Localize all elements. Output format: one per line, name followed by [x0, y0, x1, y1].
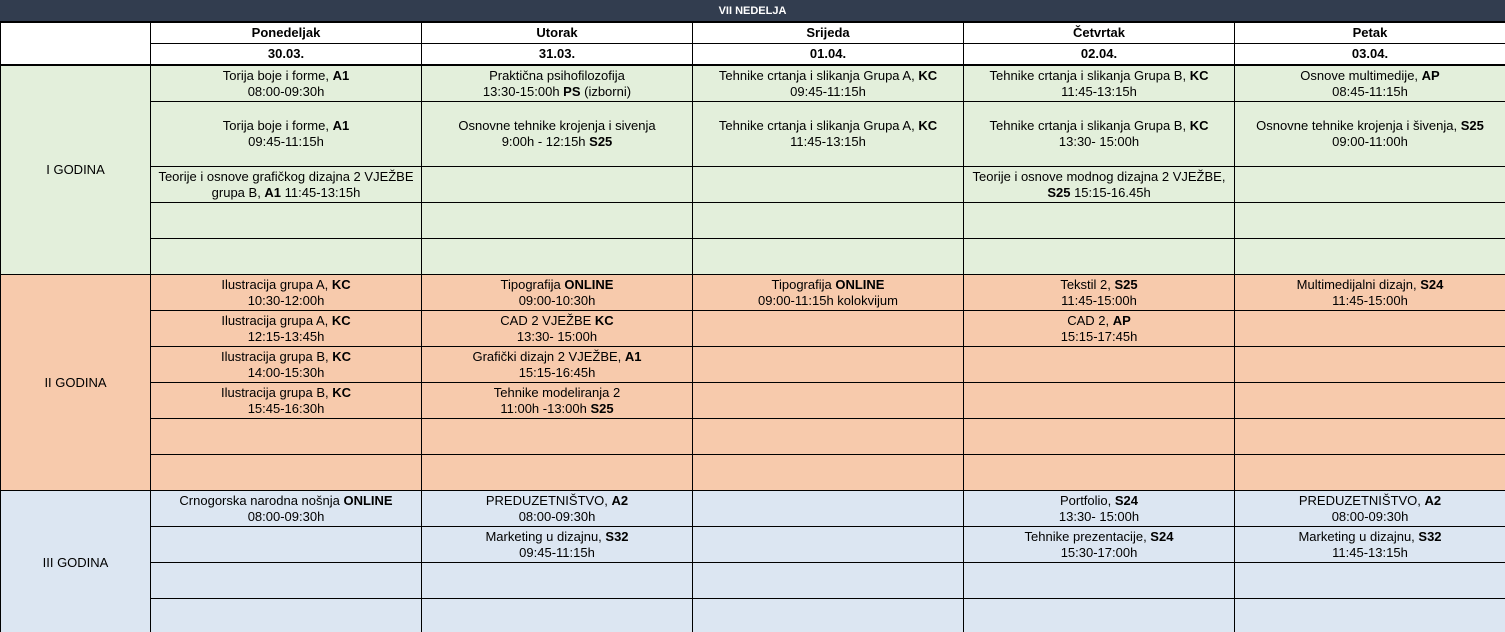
- class-line-1: [153, 68, 419, 84]
- class-cell: [964, 167, 1235, 203]
- course-name: Tehnike prezentacije,: [1024, 528, 1151, 544]
- class-line-1: [424, 385, 690, 401]
- room-code: KC: [1189, 118, 1209, 133]
- class-time: 15:45-16:30h: [247, 400, 325, 416]
- class-time: 11:45-13:15h: [1061, 83, 1137, 99]
- day-name: Petak: [1235, 23, 1505, 44]
- class-cell: [422, 419, 693, 455]
- schedule-row: [1, 383, 1505, 419]
- room-code: KC: [918, 67, 938, 83]
- schedule-row: [1, 167, 1505, 203]
- class-line-1: [424, 529, 690, 545]
- class-time: 13:30- 15:00h: [516, 328, 598, 344]
- class-line-1: [153, 493, 419, 509]
- course-name: CAD 2,: [1067, 312, 1113, 328]
- class-cell: [693, 203, 964, 239]
- class-cell: [1235, 527, 1505, 563]
- room-code: PS: [563, 83, 581, 99]
- class-cell: [151, 455, 422, 491]
- class-cell: [964, 275, 1235, 311]
- class-cell: [422, 527, 693, 563]
- room-code: KC: [918, 118, 938, 133]
- class-cell: [151, 102, 422, 167]
- class-line-2: [153, 185, 419, 201]
- class-cell: [151, 275, 422, 311]
- class-cell: [693, 527, 964, 563]
- class-line-1: [424, 349, 690, 365]
- class-time: 13:30- 15:00h: [1058, 508, 1140, 524]
- class-cell: [1235, 347, 1505, 383]
- schedule-row: [1, 239, 1505, 275]
- course-name: Crnogorska narodna nošnja: [179, 492, 344, 508]
- class-cell: [1235, 563, 1505, 599]
- class-time: 11:00h -13:00h: [500, 400, 591, 416]
- day-name-row: [1, 23, 1505, 44]
- class-line-1: [966, 277, 1232, 293]
- class-cell: [693, 419, 964, 455]
- course-name: Osnovne tehnike krojenja i šivenja,: [1256, 118, 1461, 133]
- day-date: 02.04.: [964, 44, 1235, 65]
- room-code: KC: [332, 348, 352, 364]
- class-cell: [693, 599, 964, 632]
- class-cell: [422, 167, 693, 203]
- room-code: S24: [1114, 492, 1139, 508]
- class-line-1: [153, 118, 419, 134]
- day-date: 30.03.: [151, 44, 422, 65]
- class-line-1: [153, 313, 419, 329]
- room-code: A2: [1424, 492, 1442, 508]
- class-line-2: [153, 509, 419, 525]
- class-line-1: [1237, 529, 1503, 545]
- room-code: A1: [332, 118, 350, 133]
- course-name: Multimedijalni dizajn,: [1296, 276, 1421, 292]
- course-name: Praktična psihofilozofija: [489, 67, 625, 83]
- class-cell: [1235, 239, 1505, 275]
- class-line-1: [695, 118, 961, 134]
- class-line-2: [966, 329, 1232, 345]
- class-time: 12:15-13:45h: [247, 328, 325, 344]
- class-line-1: [153, 169, 419, 185]
- class-time: 11:45-15:00h: [1061, 292, 1137, 308]
- class-time: (izborni): [580, 83, 632, 99]
- class-line-1: [1237, 493, 1503, 509]
- class-line-2: [966, 134, 1232, 150]
- class-cell: [693, 383, 964, 419]
- class-time: grupa B,: [211, 184, 265, 200]
- course-name: PREDUZETNIŠTVO,: [1298, 492, 1425, 508]
- schedule-row: [1, 66, 1505, 102]
- class-time: 15:30-17:00h: [1060, 544, 1138, 560]
- class-cell: [422, 383, 693, 419]
- class-cell: [964, 347, 1235, 383]
- class-time: 09:00-10:30h: [518, 292, 596, 308]
- class-line-2: [1237, 293, 1503, 309]
- class-cell: [422, 491, 693, 527]
- schedule-row: [1, 599, 1505, 632]
- class-cell: [422, 563, 693, 599]
- week-title: VII NEDELJA: [0, 0, 1505, 22]
- class-line-1: [966, 313, 1232, 329]
- course-name: Ilustracija grupa A,: [221, 312, 332, 328]
- class-cell: [693, 563, 964, 599]
- class-line-1: [695, 277, 961, 293]
- schedule-row: [1, 347, 1505, 383]
- class-cell: [964, 563, 1235, 599]
- class-time: 09:45-11:15h: [248, 134, 324, 149]
- class-time: 09:00-11:15h kolokvijum: [758, 292, 898, 308]
- class-line-2: [424, 545, 690, 561]
- room-code: S32: [1418, 528, 1442, 544]
- room-code: ONLINE: [835, 276, 885, 292]
- class-line-2: [153, 134, 419, 150]
- class-cell: [151, 203, 422, 239]
- schedule-row: [1, 203, 1505, 239]
- course-name: Grafički dizajn 2 VJEŽBE,: [472, 348, 625, 364]
- class-time: 11:45-13:15h: [1332, 544, 1408, 560]
- room-code: S25: [1047, 184, 1071, 200]
- class-line-2: [695, 84, 961, 100]
- class-time: 15:15-16:45h: [518, 364, 596, 380]
- class-time: 14:00-15:30h: [247, 364, 325, 380]
- schedule-row: [1, 102, 1505, 167]
- class-cell: [1235, 167, 1505, 203]
- class-time: 08:00-09:30h: [247, 508, 325, 524]
- course-name: Osnovne tehnike krojenja i sivenja: [458, 118, 656, 133]
- class-time: 13:30-15:00h: [482, 83, 564, 99]
- class-cell: [693, 66, 964, 102]
- class-cell: [1235, 419, 1505, 455]
- class-cell: [964, 311, 1235, 347]
- class-line-1: [424, 277, 690, 293]
- class-line-2: [424, 509, 690, 525]
- class-cell: [693, 239, 964, 275]
- class-cell: [1235, 66, 1505, 102]
- class-line-2: [695, 293, 961, 309]
- class-cell: [422, 275, 693, 311]
- room-code: S25: [1114, 276, 1138, 292]
- class-line-2: [966, 545, 1232, 561]
- class-cell: [693, 167, 964, 203]
- room-code: ONLINE: [564, 276, 614, 292]
- schedule-row: [1, 311, 1505, 347]
- year-label: I GODINA: [1, 66, 151, 275]
- class-cell: [151, 347, 422, 383]
- class-cell: [964, 419, 1235, 455]
- class-cell: [693, 347, 964, 383]
- class-time: 09:45-11:15h: [519, 544, 595, 560]
- class-cell: [422, 455, 693, 491]
- course-name: Teorije i osnove grafičkog dizajna 2 VJEŽBE: [158, 168, 414, 184]
- room-code: S25: [589, 134, 613, 149]
- room-code: ONLINE: [343, 492, 393, 508]
- class-time: 11:45-15:00h: [1332, 292, 1408, 308]
- class-line-2: [153, 293, 419, 309]
- class-cell: [151, 239, 422, 275]
- year-label: II GODINA: [1, 275, 151, 491]
- day-date: 31.03.: [422, 44, 693, 65]
- room-code: AP: [1112, 312, 1131, 328]
- day-name: Utorak: [422, 23, 693, 44]
- schedule-row: [1, 419, 1505, 455]
- class-cell: [1235, 491, 1505, 527]
- class-cell: [422, 66, 693, 102]
- class-line-2: [153, 84, 419, 100]
- class-line-2: [1237, 545, 1503, 561]
- room-code: A1: [264, 184, 282, 200]
- class-cell: [964, 102, 1235, 167]
- room-code: S25: [590, 400, 614, 416]
- class-line-2: [153, 329, 419, 345]
- room-code: S24: [1420, 276, 1444, 292]
- class-cell: [151, 66, 422, 102]
- course-name: Marketing u dizajnu,: [1298, 528, 1419, 544]
- course-name: Ilustracija grupa B,: [220, 348, 333, 364]
- class-line-2: [1237, 509, 1503, 525]
- day-name: Ponedeljak: [151, 23, 422, 44]
- class-time: 08:00-09:30h: [247, 83, 325, 99]
- class-line-1: [153, 385, 419, 401]
- class-line-2: [695, 134, 961, 150]
- class-cell: [1235, 599, 1505, 632]
- class-time: 9:00h - 12:15h: [501, 134, 590, 149]
- class-cell: [693, 455, 964, 491]
- class-cell: [422, 599, 693, 632]
- course-name: Tehnike crtanja i slikanja Grupa B,: [989, 118, 1190, 133]
- class-cell: [693, 102, 964, 167]
- class-time: 11:45-13:15h: [790, 134, 866, 149]
- class-cell: [964, 203, 1235, 239]
- class-line-1: [966, 68, 1232, 84]
- class-time: 11:45-13:15h: [281, 184, 361, 200]
- room-code: A1: [332, 67, 350, 83]
- class-line-1: [153, 277, 419, 293]
- class-cell: [1235, 102, 1505, 167]
- class-line-2: [424, 401, 690, 417]
- room-code: S25: [1460, 118, 1484, 133]
- class-line-2: [424, 329, 690, 345]
- class-cell: [964, 599, 1235, 632]
- corner-cell: [1, 23, 151, 65]
- class-cell: [422, 203, 693, 239]
- class-cell: [422, 347, 693, 383]
- room-code: KC: [331, 276, 351, 292]
- class-cell: [1235, 275, 1505, 311]
- course-name: CAD 2 VJEŽBE: [500, 312, 595, 328]
- class-cell: [693, 491, 964, 527]
- room-code: A1: [624, 348, 642, 364]
- class-time: 09:00-11:00h: [1332, 134, 1408, 149]
- class-line-2: [1237, 134, 1503, 150]
- class-cell: [693, 275, 964, 311]
- class-line-1: [966, 529, 1232, 545]
- class-cell: [151, 491, 422, 527]
- class-time: 08:00-09:30h: [518, 508, 596, 524]
- class-line-1: [424, 118, 690, 134]
- class-cell: [693, 311, 964, 347]
- course-name: Ilustracija grupa A,: [221, 276, 332, 292]
- course-name: Osnove multimedije,: [1300, 67, 1422, 83]
- course-name: Marketing u dizajnu,: [485, 528, 606, 544]
- class-time: 15:15-17:45h: [1060, 328, 1138, 344]
- class-line-1: [1237, 68, 1503, 84]
- schedule-row: [1, 527, 1505, 563]
- room-code: KC: [332, 384, 352, 400]
- course-name: Torija boje i forme,: [222, 67, 333, 83]
- class-line-2: [1237, 84, 1503, 100]
- day-date-row: [1, 44, 1505, 65]
- class-cell: [964, 66, 1235, 102]
- schedule-row: [1, 563, 1505, 599]
- room-code: KC: [594, 312, 614, 328]
- class-cell: [422, 311, 693, 347]
- schedule-row: [1, 275, 1505, 311]
- class-line-2: [966, 84, 1232, 100]
- day-name: Srijeda: [693, 23, 964, 44]
- class-cell: [151, 311, 422, 347]
- course-name: Tehnike crtanja i slikanja Grupa B,: [989, 67, 1190, 83]
- class-cell: [1235, 311, 1505, 347]
- course-name: Portfolio,: [1059, 492, 1115, 508]
- class-line-1: [966, 118, 1232, 134]
- day-name: Četvrtak: [964, 23, 1235, 44]
- class-line-2: [153, 365, 419, 381]
- class-line-1: [1237, 118, 1503, 134]
- class-cell: [964, 527, 1235, 563]
- schedule-table: [0, 22, 1505, 632]
- class-cell: [964, 491, 1235, 527]
- class-line-2: [424, 134, 690, 150]
- class-line-2: [966, 185, 1232, 201]
- class-cell: [151, 527, 422, 563]
- class-line-1: [424, 313, 690, 329]
- class-line-1: [966, 169, 1232, 185]
- schedule-row: [1, 455, 1505, 491]
- class-cell: [422, 239, 693, 275]
- class-line-2: [153, 401, 419, 417]
- room-code: S24: [1150, 528, 1174, 544]
- class-cell: [151, 563, 422, 599]
- course-name: PREDUZETNIŠTVO,: [485, 492, 612, 508]
- room-code: AP: [1421, 67, 1440, 83]
- course-name: Tehnike modeliranja 2: [493, 384, 621, 400]
- class-time: 13:30- 15:00h: [1058, 134, 1140, 149]
- class-line-1: [966, 493, 1232, 509]
- day-date: 03.04.: [1235, 44, 1505, 65]
- class-cell: [964, 383, 1235, 419]
- course-name: Ilustracija grupa B,: [220, 384, 333, 400]
- class-line-2: [424, 84, 690, 100]
- class-cell: [1235, 383, 1505, 419]
- class-cell: [1235, 203, 1505, 239]
- class-line-1: [424, 68, 690, 84]
- schedule-row: [1, 491, 1505, 527]
- class-line-1: [424, 493, 690, 509]
- class-cell: [422, 102, 693, 167]
- class-line-1: [153, 349, 419, 365]
- course-name: Tekstil 2,: [1060, 276, 1115, 292]
- course-name: Tipografija: [771, 276, 836, 292]
- class-cell: [151, 599, 422, 632]
- class-cell: [964, 455, 1235, 491]
- course-name: Tehnike crtanja i slikanja Grupa A,: [718, 67, 919, 83]
- course-name: Torija boje i forme,: [222, 118, 333, 133]
- class-line-1: [1237, 277, 1503, 293]
- room-code: KC: [331, 312, 351, 328]
- room-code: S32: [605, 528, 629, 544]
- class-time: 08:00-09:30h: [1331, 508, 1409, 524]
- class-line-2: [966, 509, 1232, 525]
- class-line-2: [424, 293, 690, 309]
- class-time: 10:30-12:00h: [247, 292, 325, 308]
- class-cell: [1235, 455, 1505, 491]
- course-name: Teorije i osnove modnog dizajna 2 VJEŽBE,: [972, 168, 1226, 184]
- class-time: 15:15-16.45h: [1070, 184, 1151, 200]
- class-cell: [151, 167, 422, 203]
- room-code: KC: [1189, 67, 1209, 83]
- class-time: 08:45-11:15h: [1332, 83, 1408, 99]
- class-cell: [151, 419, 422, 455]
- course-name: Tipografija: [500, 276, 565, 292]
- day-date: 01.04.: [693, 44, 964, 65]
- class-line-2: [966, 293, 1232, 309]
- year-label: III GODINA: [1, 491, 151, 632]
- course-name: Tehnike crtanja i slikanja Grupa A,: [718, 118, 919, 133]
- class-cell: [964, 239, 1235, 275]
- class-line-2: [424, 365, 690, 381]
- class-time: 09:45-11:15h: [790, 83, 866, 99]
- class-cell: [151, 383, 422, 419]
- room-code: A2: [611, 492, 629, 508]
- class-line-1: [695, 68, 961, 84]
